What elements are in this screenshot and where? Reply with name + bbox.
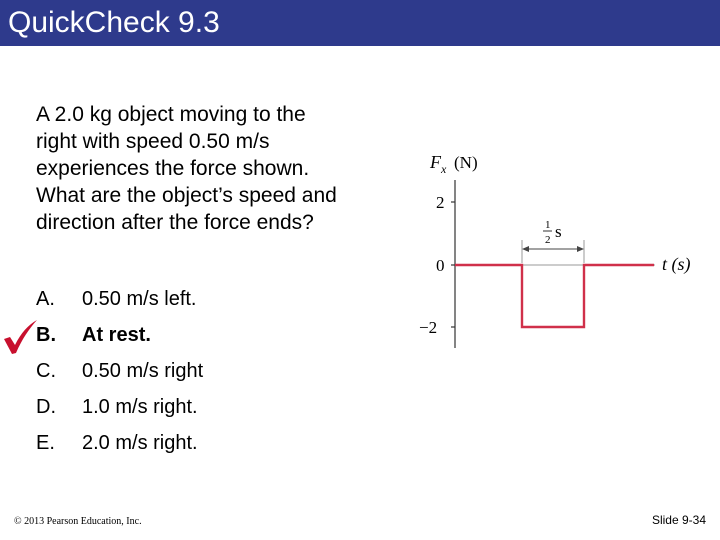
- choice-letter: B.: [36, 324, 56, 346]
- choice-text: 1.0 m/s right.: [82, 396, 198, 418]
- checkmark-icon: [0, 318, 40, 358]
- choice-d[interactable]: [36, 392, 336, 422]
- question-line: direction after the force ends?: [36, 211, 314, 234]
- choice-b[interactable]: [36, 320, 336, 350]
- title-bar: [0, 0, 720, 46]
- choice-text: 0.50 m/s right: [82, 360, 204, 382]
- slide-title: QuickCheck 9.3: [8, 6, 220, 39]
- arrowhead-left-icon: [522, 246, 529, 252]
- choice-text: 2.0 m/s right.: [82, 432, 198, 454]
- interval-numerator: 1: [545, 219, 551, 231]
- choice-letter: C.: [36, 360, 56, 382]
- choice-text: 0.50 m/s left.: [82, 288, 197, 310]
- x-axis-label: t (s): [662, 254, 691, 274]
- force-trace: [455, 265, 654, 327]
- interval-denominator: 2: [545, 234, 551, 246]
- interval-unit: s: [555, 222, 562, 241]
- choice-letter: E.: [36, 432, 55, 454]
- y-axis-label: F: [430, 152, 441, 172]
- choice-text: At rest.: [82, 324, 151, 346]
- arrowhead-right-icon: [577, 246, 584, 252]
- choice-c[interactable]: [36, 356, 336, 386]
- y-tick-label: 2: [436, 193, 445, 212]
- y-tick-label: 0: [436, 256, 445, 275]
- question-line: A 2.0 kg object moving to the: [36, 103, 306, 126]
- copyright-footer: © 2013 Pearson Education, Inc.: [14, 516, 142, 527]
- choice-letter: A.: [36, 288, 55, 310]
- question-line: What are the object’s speed and: [36, 184, 337, 207]
- choice-a[interactable]: [36, 284, 336, 314]
- choice-letter: D.: [36, 396, 56, 418]
- force-graph: [400, 140, 710, 370]
- y-axis-unit: (N): [454, 153, 478, 172]
- y-tick-label: −2: [419, 318, 438, 337]
- choice-e[interactable]: [36, 428, 336, 458]
- slide-number: Slide 9-34: [651, 513, 706, 527]
- question-line: experiences the force shown.: [36, 157, 310, 180]
- question-text: [36, 101, 406, 236]
- y-axis-label-subscript: x: [441, 162, 447, 176]
- question-line: right with speed 0.50 m/s: [36, 130, 270, 153]
